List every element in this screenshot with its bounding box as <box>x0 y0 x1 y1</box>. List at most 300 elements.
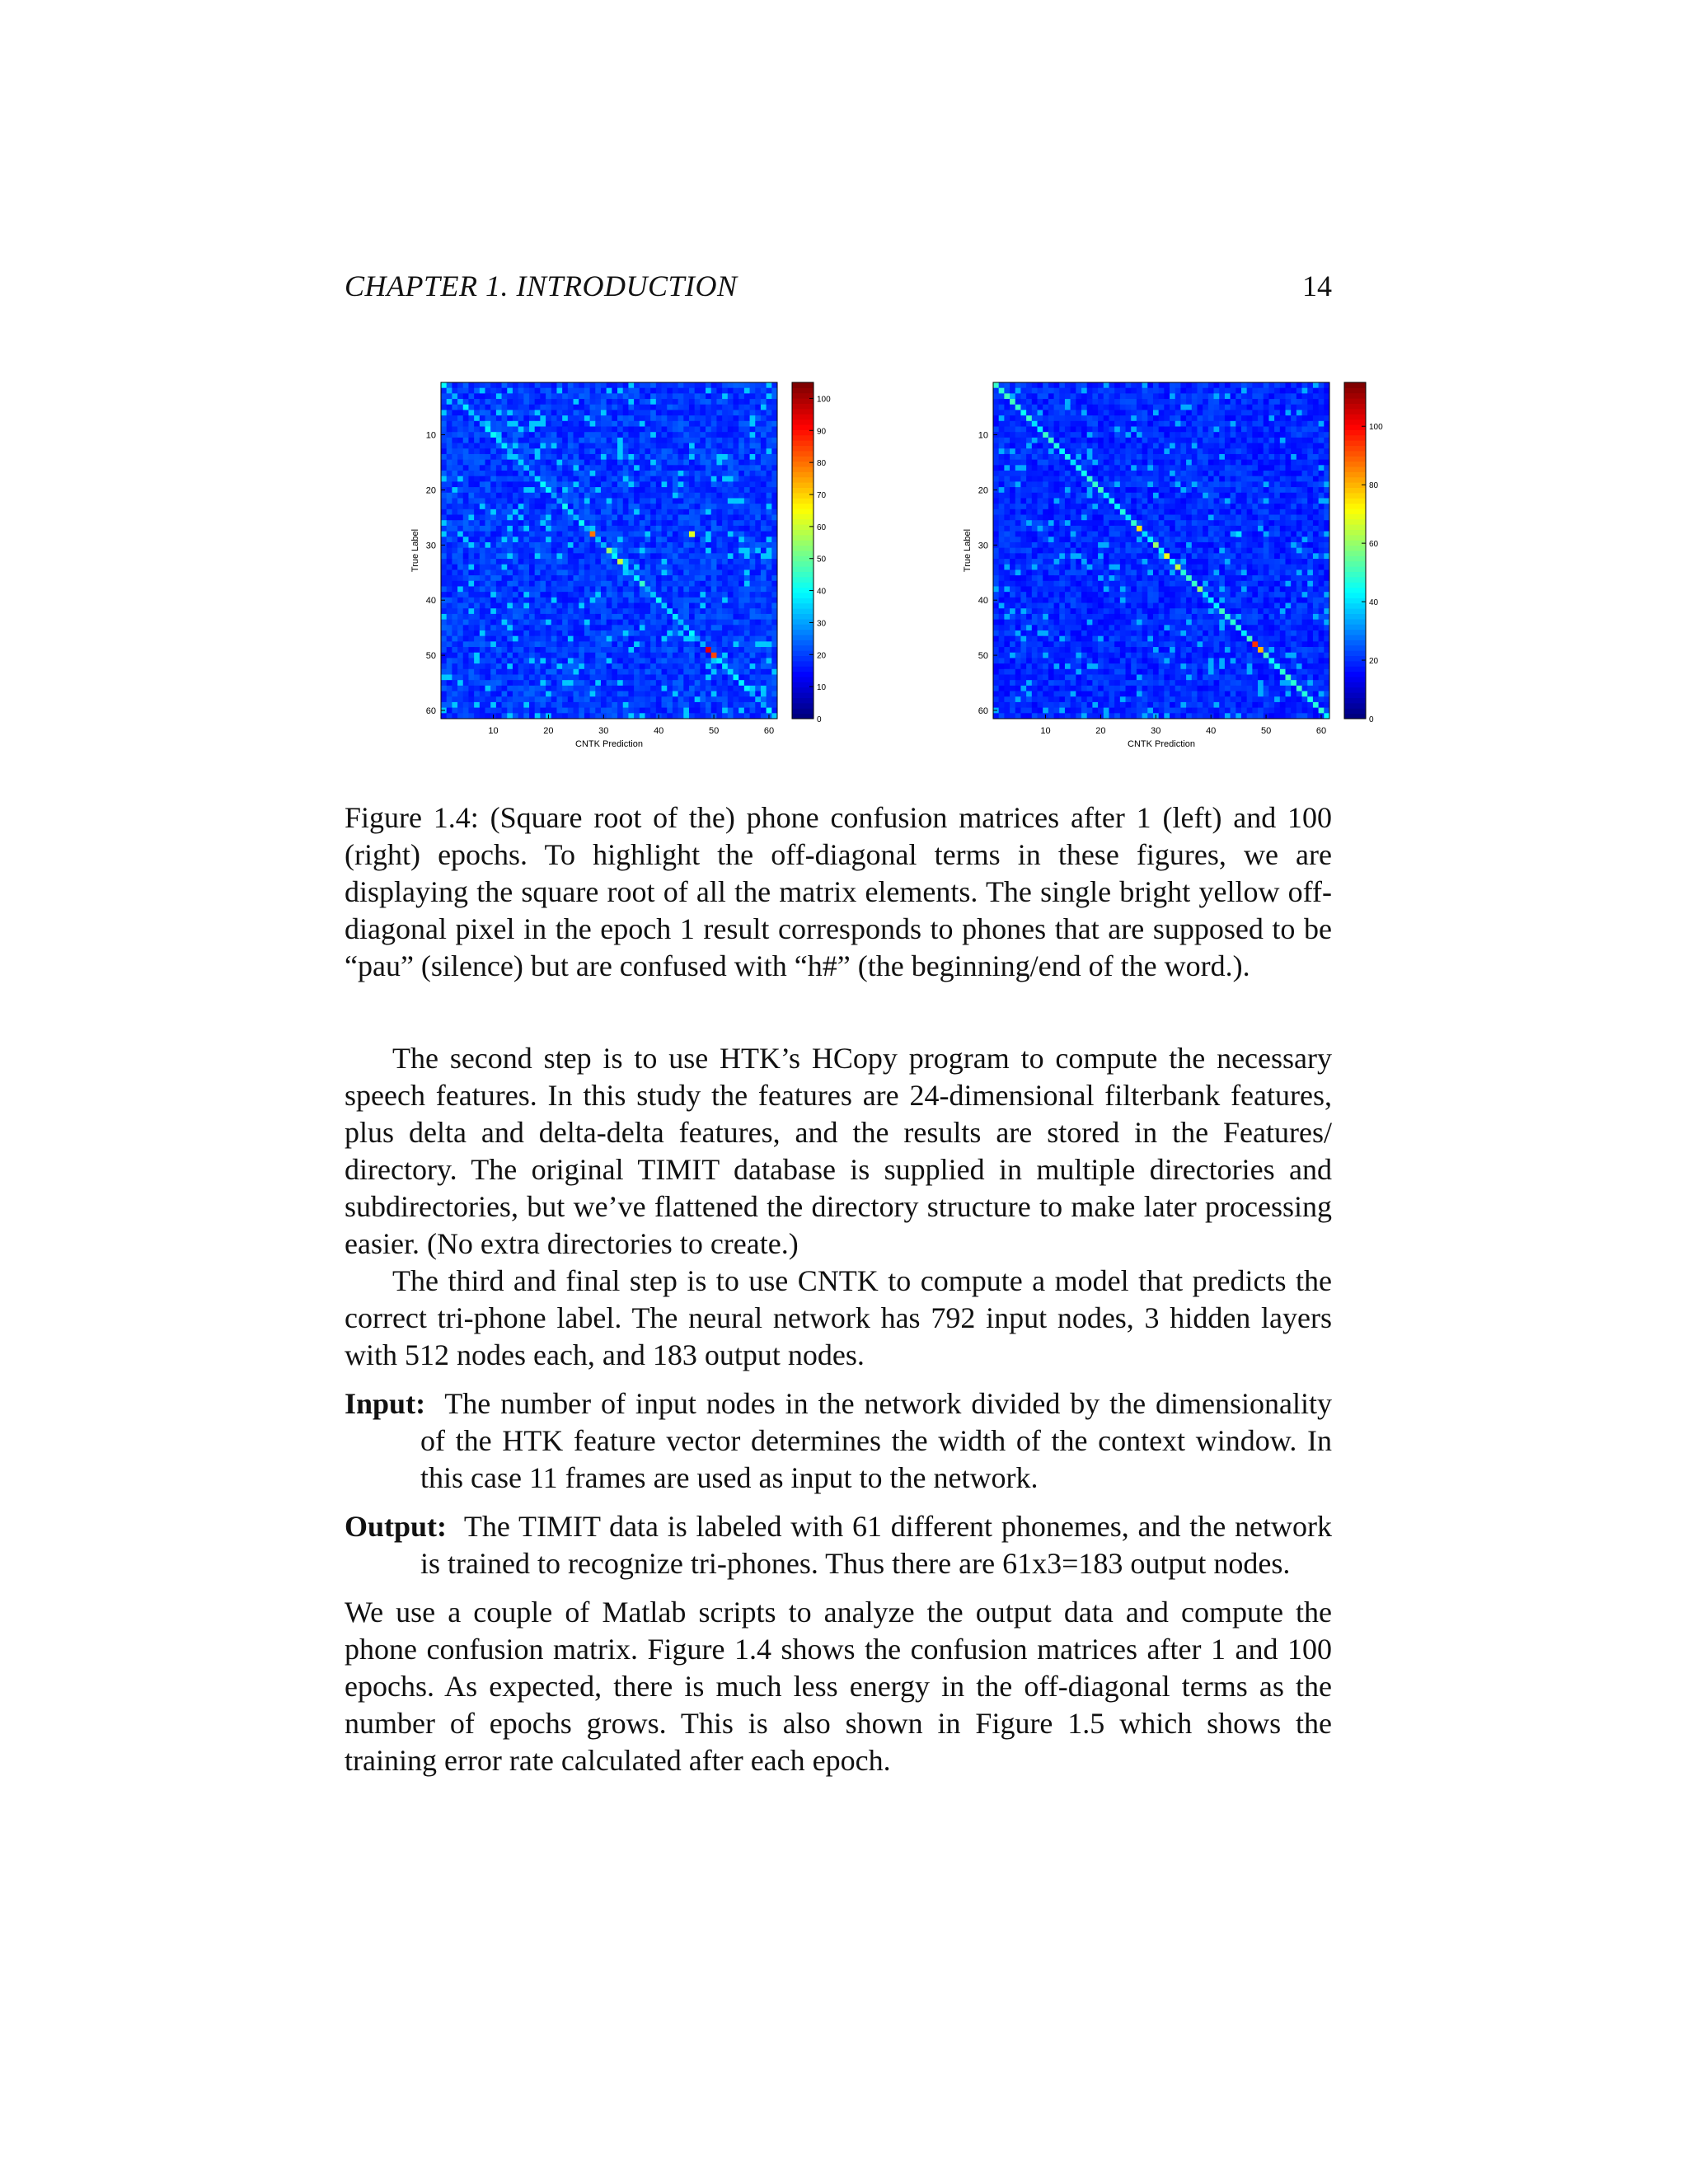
matrix-cell <box>645 438 650 443</box>
matrix-cell <box>1032 454 1038 460</box>
matrix-cell <box>574 509 579 515</box>
matrix-cell <box>767 493 772 499</box>
matrix-cell <box>518 471 524 476</box>
matrix-cell <box>656 641 662 647</box>
matrix-cell <box>728 630 734 636</box>
matrix-cell <box>761 504 767 509</box>
matrix-cell <box>468 504 474 509</box>
matrix-cell <box>612 460 617 466</box>
matrix-cell <box>1296 443 1302 449</box>
matrix-cell <box>700 410 706 415</box>
matrix-cell <box>590 537 596 542</box>
matrix-cell <box>700 686 706 691</box>
matrix-cell <box>1142 471 1148 476</box>
matrix-cell <box>601 460 607 466</box>
matrix-cell <box>1142 476 1148 482</box>
matrix-cell <box>771 669 777 675</box>
colorbar-tick-label: 40 <box>817 587 827 597</box>
diagonal-cell <box>733 674 738 680</box>
matrix-cell <box>1225 432 1231 438</box>
matrix-cell <box>683 708 689 714</box>
matrix-cell <box>556 569 562 575</box>
matrix-cell <box>574 708 579 714</box>
matrix-cell <box>1219 410 1225 415</box>
matrix-cell <box>700 586 706 592</box>
matrix-cell <box>761 630 767 636</box>
page-number: 14 <box>1302 269 1332 302</box>
matrix-cell <box>1231 465 1236 471</box>
matrix-cell <box>507 641 513 647</box>
matrix-cell <box>518 537 524 542</box>
matrix-cell <box>535 438 541 443</box>
matrix-cell <box>683 520 689 526</box>
matrix-cell <box>452 427 457 433</box>
matrix-cell <box>738 553 744 559</box>
matrix-cell <box>1208 438 1214 443</box>
matrix-cell <box>716 620 722 626</box>
matrix-cell <box>457 608 463 614</box>
matrix-cell <box>447 653 452 658</box>
matrix-cell <box>1020 438 1026 443</box>
matrix-cell <box>452 454 457 460</box>
matrix-cell <box>523 460 529 466</box>
matrix-cell <box>546 509 551 515</box>
matrix-cell <box>1192 405 1198 410</box>
matrix-cell <box>656 680 662 686</box>
matrix-cell <box>1038 410 1043 415</box>
matrix-cell <box>1247 393 1253 399</box>
y-tick-label: 60 <box>425 705 436 716</box>
diagonal-cell <box>463 405 469 410</box>
matrix-cell <box>584 460 590 466</box>
matrix-cell <box>750 410 756 415</box>
matrix-cell <box>480 636 485 642</box>
matrix-cell <box>700 625 706 630</box>
matrix-cell <box>513 569 518 575</box>
matrix-cell <box>722 515 728 521</box>
matrix-cell <box>623 493 629 499</box>
matrix-cell <box>523 498 529 504</box>
matrix-cell <box>750 415 756 421</box>
matrix-cell <box>568 504 574 509</box>
matrix-cell <box>523 476 529 482</box>
matrix-cell <box>579 565 584 570</box>
matrix-cell <box>546 460 551 466</box>
matrix-cell <box>1231 393 1236 399</box>
matrix-cell <box>485 713 491 719</box>
matrix-cell <box>523 548 529 554</box>
matrix-cell <box>568 592 574 598</box>
matrix-cell <box>518 388 524 394</box>
matrix-cell <box>716 663 722 669</box>
matrix-cell <box>728 432 734 438</box>
matrix-cell <box>496 647 502 653</box>
colorbar-segment <box>792 588 814 593</box>
matrix-cell <box>733 526 738 532</box>
matrix-cell <box>755 614 761 620</box>
matrix-cell <box>750 575 756 581</box>
matrix-cell <box>767 448 772 454</box>
matrix-cell <box>678 636 684 642</box>
matrix-cell <box>623 636 629 642</box>
matrix-cell <box>601 415 607 421</box>
matrix-cell <box>771 465 777 471</box>
matrix-cell <box>579 399 584 405</box>
matrix-cell <box>1026 465 1032 471</box>
matrix-cell <box>468 658 474 663</box>
matrix-cell <box>744 481 750 487</box>
matrix-cell <box>513 658 518 663</box>
matrix-cell <box>634 443 640 449</box>
matrix-cell <box>711 581 717 587</box>
matrix-cell <box>750 448 756 454</box>
matrix-cell <box>457 388 463 394</box>
matrix-cell <box>1180 476 1186 482</box>
matrix-cell <box>607 427 612 433</box>
matrix-cell <box>447 393 452 399</box>
matrix-cell <box>556 399 562 405</box>
matrix-cell <box>562 658 568 663</box>
matrix-cell <box>1214 476 1220 482</box>
matrix-cell <box>1285 471 1291 476</box>
matrix-cell <box>452 647 457 653</box>
matrix-cell <box>452 641 457 647</box>
matrix-cell <box>733 641 738 647</box>
matrix-cell <box>568 415 574 421</box>
matrix-cell <box>1142 393 1148 399</box>
matrix-cell <box>562 553 568 559</box>
y-tick-label: 40 <box>425 596 436 607</box>
matrix-cell <box>1010 405 1015 410</box>
matrix-cell <box>1214 388 1220 394</box>
matrix-cell <box>744 674 750 680</box>
matrix-cell <box>480 526 485 532</box>
matrix-cell <box>716 636 722 642</box>
matrix-cell <box>755 603 761 609</box>
matrix-cell <box>447 532 452 537</box>
matrix-cell <box>1048 476 1054 482</box>
matrix-cell <box>546 537 551 542</box>
matrix-cell <box>529 603 535 609</box>
matrix-cell <box>518 575 524 581</box>
matrix-cell <box>673 476 678 482</box>
matrix-cell <box>595 410 601 415</box>
matrix-cell <box>485 614 491 620</box>
matrix-cell <box>623 520 629 526</box>
matrix-cell <box>546 498 551 504</box>
matrix-cell <box>607 515 612 521</box>
matrix-cell <box>595 691 601 697</box>
matrix-cell <box>480 708 485 714</box>
matrix-cell <box>441 614 447 620</box>
matrix-cell <box>733 481 738 487</box>
matrix-cell <box>738 713 744 719</box>
matrix-cell <box>518 702 524 708</box>
matrix-cell <box>1059 382 1065 388</box>
matrix-cell <box>761 410 767 415</box>
matrix-cell <box>1319 427 1325 433</box>
diagonal-cell <box>678 620 684 626</box>
matrix-cell <box>447 565 452 570</box>
matrix-cell <box>744 559 750 565</box>
matrix-cell <box>523 658 529 663</box>
matrix-cell <box>706 603 711 609</box>
matrix-cell <box>993 421 999 427</box>
matrix-cell <box>535 537 541 542</box>
matrix-cell <box>502 509 508 515</box>
colorbar-segment <box>792 708 814 714</box>
matrix-cell <box>722 476 728 482</box>
matrix-cell <box>590 592 596 598</box>
matrix-cell <box>452 653 457 658</box>
matrix-cell <box>535 432 541 438</box>
matrix-cell <box>1214 448 1220 454</box>
matrix-cell <box>1098 465 1104 471</box>
matrix-cell <box>1104 454 1109 460</box>
matrix-cell <box>568 526 574 532</box>
matrix-cell <box>1225 443 1231 449</box>
matrix-cell <box>1059 410 1065 415</box>
matrix-cell <box>480 443 485 449</box>
matrix-cell <box>480 520 485 526</box>
matrix-cell <box>529 382 535 388</box>
matrix-cell <box>628 493 634 499</box>
matrix-cell <box>683 674 689 680</box>
matrix-cell <box>502 498 508 504</box>
matrix-cell <box>678 586 684 592</box>
matrix-cell <box>1252 405 1258 410</box>
matrix-cell <box>490 614 496 620</box>
matrix-cell <box>673 493 678 499</box>
colorbar-segment <box>792 471 814 477</box>
matrix-cell <box>1274 438 1280 443</box>
matrix-cell <box>1236 438 1241 443</box>
matrix-cell <box>761 708 767 714</box>
matrix-cell <box>562 708 568 714</box>
matrix-cell <box>480 427 485 433</box>
matrix-cell <box>452 399 457 405</box>
matrix-cell <box>584 537 590 542</box>
matrix-cell <box>513 542 518 548</box>
matrix-cell <box>590 448 596 454</box>
matrix-cell <box>716 608 722 614</box>
matrix-cell <box>744 569 750 575</box>
matrix-cell <box>667 388 673 394</box>
matrix-cell <box>1054 438 1060 443</box>
matrix-cell <box>711 696 717 702</box>
matrix-cell <box>463 663 469 669</box>
matrix-cell <box>546 410 551 415</box>
matrix-cell <box>590 658 596 663</box>
matrix-cell <box>1004 399 1010 405</box>
confusion-matrix-epoch-100 <box>948 371 1442 758</box>
matrix-cell <box>993 415 999 421</box>
colorbar-tick-label: 30 <box>817 619 827 629</box>
matrix-cell <box>1131 471 1137 476</box>
matrix-cell <box>584 663 590 669</box>
matrix-cell <box>695 504 701 509</box>
matrix-cell <box>744 382 750 388</box>
matrix-cell <box>1098 481 1104 487</box>
matrix-cell <box>1296 399 1302 405</box>
matrix-cell <box>1142 427 1148 433</box>
matrix-cell <box>623 581 629 587</box>
matrix-cell <box>518 630 524 636</box>
matrix-cell <box>601 581 607 587</box>
matrix-cell <box>695 382 701 388</box>
matrix-cell <box>546 542 551 548</box>
diagonal-cell <box>711 653 717 658</box>
matrix-cell <box>551 586 557 592</box>
matrix-cell <box>1197 476 1203 482</box>
matrix-cell <box>1280 454 1286 460</box>
figure-1-4 <box>396 371 1434 758</box>
diagonal-cell <box>683 625 689 630</box>
matrix-cell <box>1324 427 1329 433</box>
matrix-cell <box>496 663 502 669</box>
matrix-cell <box>667 663 673 669</box>
matrix-cell <box>673 542 678 548</box>
diagonal-cell <box>728 669 734 675</box>
matrix-cell <box>546 625 551 630</box>
matrix-cell <box>1065 448 1071 454</box>
matrix-cell <box>1313 438 1319 443</box>
matrix-cell <box>1004 405 1010 410</box>
matrix-cell <box>457 465 463 471</box>
matrix-cell <box>468 476 474 482</box>
matrix-cell <box>540 653 546 658</box>
matrix-cell <box>667 515 673 521</box>
matrix-cell <box>529 680 535 686</box>
matrix-cell <box>695 686 701 691</box>
matrix-cell <box>678 653 684 658</box>
matrix-cell <box>755 713 761 719</box>
matrix-cell <box>1092 415 1098 421</box>
matrix-cell <box>1098 443 1104 449</box>
matrix-cell <box>1214 438 1220 443</box>
matrix-cell <box>662 504 668 509</box>
diagonal-cell <box>656 598 662 603</box>
matrix-cell <box>744 586 750 592</box>
matrix-cell <box>1225 427 1231 433</box>
matrix-cell <box>529 686 535 691</box>
matrix-cell <box>650 636 656 642</box>
matrix-cell <box>1280 415 1286 421</box>
matrix-cell <box>447 592 452 598</box>
matrix-cell <box>452 702 457 708</box>
matrix-cell <box>474 559 480 565</box>
matrix-cell <box>750 592 756 598</box>
matrix-cell <box>623 504 629 509</box>
matrix-cell <box>634 421 640 427</box>
matrix-cell <box>601 630 607 636</box>
matrix-cell <box>535 448 541 454</box>
matrix-cell <box>656 581 662 587</box>
matrix-cell <box>1010 476 1015 482</box>
matrix-cell <box>678 454 684 460</box>
matrix-cell <box>683 553 689 559</box>
matrix-cell <box>1137 388 1142 394</box>
matrix-cell <box>551 653 557 658</box>
matrix-cell <box>1208 421 1214 427</box>
matrix-cell <box>463 647 469 653</box>
matrix-cell <box>656 382 662 388</box>
matrix-cell <box>628 696 634 702</box>
matrix-cell <box>556 471 562 476</box>
matrix-cell <box>1302 460 1308 466</box>
matrix-cell <box>441 465 447 471</box>
matrix-cell <box>574 603 579 609</box>
matrix-cell <box>640 548 645 554</box>
matrix-cell <box>656 509 662 515</box>
matrix-cell <box>507 603 513 609</box>
matrix-cell <box>452 663 457 669</box>
matrix-cell <box>535 636 541 642</box>
matrix-cell <box>1131 393 1137 399</box>
matrix-cell <box>1114 388 1120 394</box>
matrix-cell <box>496 548 502 554</box>
matrix-cell <box>656 559 662 565</box>
matrix-cell <box>562 542 568 548</box>
matrix-cell <box>518 454 524 460</box>
matrix-cell <box>496 532 502 537</box>
matrix-cell <box>761 520 767 526</box>
matrix-cell <box>1010 432 1015 438</box>
matrix-cell <box>738 658 744 663</box>
matrix-cell <box>667 641 673 647</box>
matrix-cell <box>463 476 469 482</box>
matrix-cell <box>468 432 474 438</box>
matrix-cell <box>662 598 668 603</box>
matrix-cell <box>695 542 701 548</box>
matrix-cell <box>695 487 701 493</box>
matrix-cell <box>579 448 584 454</box>
matrix-cell <box>546 702 551 708</box>
matrix-cell <box>628 647 634 653</box>
matrix-cell <box>634 532 640 537</box>
matrix-cell <box>584 399 590 405</box>
matrix-cell <box>1076 388 1081 394</box>
matrix-cell <box>1015 471 1021 476</box>
matrix-cell <box>480 669 485 675</box>
matrix-cell <box>1098 405 1104 410</box>
matrix-cell <box>595 498 601 504</box>
matrix-cell <box>767 581 772 587</box>
matrix-cell <box>689 421 695 427</box>
matrix-cell <box>507 405 513 410</box>
matrix-cell <box>496 586 502 592</box>
matrix-cell <box>1109 448 1114 454</box>
matrix-cell <box>695 674 701 680</box>
matrix-cell <box>452 509 457 515</box>
matrix-cell <box>1241 382 1247 388</box>
matrix-cell <box>1307 382 1313 388</box>
matrix-cell <box>502 598 508 603</box>
matrix-cell <box>662 708 668 714</box>
matrix-cell <box>678 388 684 394</box>
matrix-cell <box>1231 481 1236 487</box>
matrix-cell <box>733 493 738 499</box>
matrix-cell <box>689 592 695 598</box>
matrix-cell <box>502 674 508 680</box>
matrix-cell <box>546 592 551 598</box>
matrix-cell <box>738 569 744 575</box>
matrix-cell <box>722 542 728 548</box>
matrix-cell <box>1313 454 1319 460</box>
matrix-cell <box>551 669 557 675</box>
matrix-cell <box>617 625 623 630</box>
matrix-cell <box>507 565 513 570</box>
